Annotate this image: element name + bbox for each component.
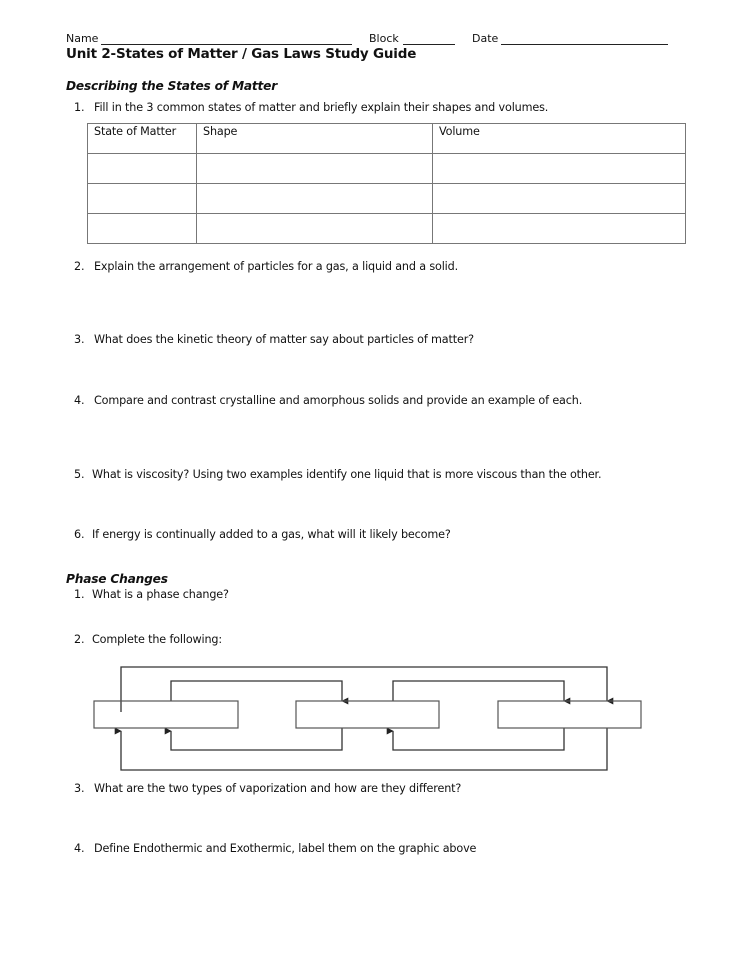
question-number: 5. (74, 468, 85, 481)
question-number: 3. (74, 333, 85, 346)
question-text: Define Endothermic and Exothermic, label them on the graphic above (94, 842, 477, 855)
question-text: What is viscosity? Using two examples identify one liquid that is more viscous than the other. (92, 468, 602, 481)
question-text: What are the two types of vaporization and how are they different? (94, 782, 462, 795)
question-number: 2. (74, 633, 85, 646)
phase-box-1 (94, 701, 238, 728)
inner2-bottom-connector (393, 728, 564, 750)
question-number: 6. (74, 528, 85, 541)
question-text: What does the kinetic theory of matter say about particles of matter? (94, 333, 474, 346)
name-label: Name (66, 32, 99, 45)
column-header-shape: Shape (197, 124, 433, 154)
question-text: Compare and contrast crystalline and amorphous solids and provide an example of each. (94, 394, 583, 407)
question-number: 1. (74, 588, 85, 601)
inner1-bottom-connector (171, 728, 342, 750)
date-label: Date (472, 32, 499, 45)
question-number: 4. (74, 842, 85, 855)
block-label: Block (369, 32, 399, 45)
phase-box-3 (498, 701, 641, 728)
inner1-top-connector (171, 681, 342, 701)
question-text: If energy is continually added to a gas, what will it likely become? (92, 528, 451, 541)
page-title: Unit 2-States of Matter / Gas Laws Study Guide (66, 46, 417, 62)
section-heading-phase-changes: Phase Changes (66, 572, 168, 586)
question-text: What is a phase change? (92, 588, 229, 601)
outer-bottom-connector (121, 728, 607, 770)
question-number: 4. (74, 394, 85, 407)
question-number: 2. (74, 260, 85, 273)
question-text: Fill in the 3 common states of matter and briefly explain their shapes and volumes. (94, 101, 549, 114)
question-text: Explain the arrangement of particles for a gas, a liquid and a solid. (94, 260, 458, 273)
phase-box-2 (296, 701, 439, 728)
section-heading-states: Describing the States of Matter (66, 79, 278, 93)
question-number: 3. (74, 782, 85, 795)
column-header-state: State of Matter (88, 124, 197, 154)
question-s2-4 (74, 842, 476, 855)
inner2-top-connector (393, 681, 564, 701)
question-s2-3 (74, 782, 461, 795)
question-text: Complete the following: (92, 633, 223, 646)
question-number: 1. (74, 101, 85, 114)
column-header-volume: Volume (433, 124, 686, 154)
